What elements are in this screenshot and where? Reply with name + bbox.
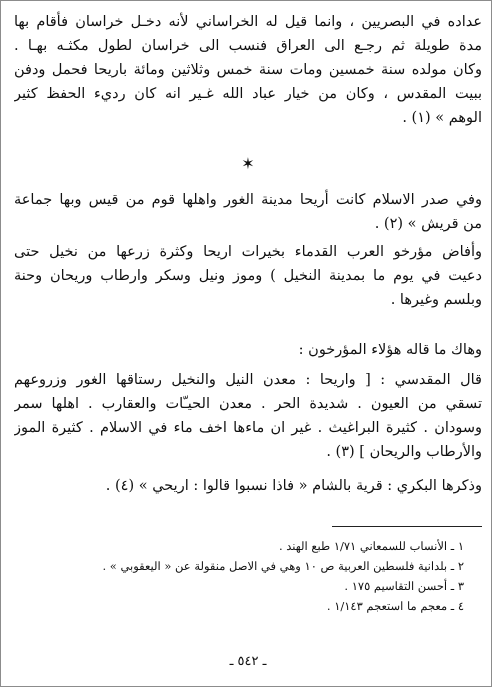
footnote: ٤ ـ معجم ما استعجم ١/١٤٣ . bbox=[326, 599, 464, 613]
footnote: ٢ ـ بلدانية فلسطين العربية ص ١٠ وهي في الاصل منقولة عن « اليعقوبي » . bbox=[102, 559, 464, 573]
text-line: وذكرها البكري : قرية بالشام « فاذا نسبوا قالوا : اريحي » (٤) . bbox=[105, 478, 482, 494]
text-line: وأفاض مؤرخو العرب القدماء بخيرات اريحا وكثرة زرعها من نخيل حتى bbox=[14, 244, 482, 260]
page-number: ـ ٥٤٢ ـ bbox=[229, 654, 267, 669]
footnote-divider bbox=[332, 526, 482, 527]
paragraph-4 bbox=[14, 338, 482, 362]
text-line: وكان مولده سنة خمسين ومات سنة خمس وثلاثين ومائة باريحا فحمل ودفن bbox=[14, 62, 482, 78]
text-line: تسقي من العيون . شديدة الحر . معدن الحيـّات والعقارب . اهلها سمر bbox=[14, 396, 482, 412]
footnote: ١ ـ الأنساب للسمعاني ١/٧١ طبع الهند . bbox=[278, 539, 464, 553]
text-line: قال المقدسي : [ واريحا : معدن النيل والنخيل رستاقها الغور وزروعهم bbox=[14, 372, 482, 388]
text-line: الوهم » (١) . bbox=[402, 110, 482, 126]
text-line: عداده في البصريين ، وانما قيل له الخراساني لأنه دخـل خراسان فأقام بها bbox=[14, 14, 482, 30]
text-line: ببيت المقدس ، وكان من خيار عباد الله غـير انه كان رديء الحفظ كثير bbox=[14, 86, 482, 102]
paragraph-6 bbox=[14, 474, 482, 498]
footnotes bbox=[14, 536, 482, 616]
text-line: والأرطاب والريحان ] (٣) . bbox=[326, 444, 482, 460]
text-line: دعيت في يوم ما بمدينة النخيل ) وموز ونيل وسكر وارطاب وريحان وحنة bbox=[14, 268, 482, 284]
text-line: وفي صدر الاسلام كانت أريحا مدينة الغور واهلها قوم من قيس وبها جماعة bbox=[14, 192, 482, 208]
paragraph-2 bbox=[14, 188, 482, 236]
paragraph-1 bbox=[14, 10, 482, 130]
paragraph-5 bbox=[14, 368, 482, 464]
text-line: وهاك ما قاله هؤلاء المؤرخون : bbox=[298, 342, 482, 358]
text-line: من قريش » (٢) . bbox=[374, 216, 482, 232]
footnote: ٣ ـ أحسن التقاسيم ١٧٥ . bbox=[344, 579, 464, 593]
text-line: وبلسم وغيرها . bbox=[390, 292, 482, 308]
text-line: مدة طويلة ثم رجـع الى العراق فنسب الى خراسان لطول مكثـه بهـا . bbox=[14, 38, 482, 54]
paragraph-3 bbox=[14, 240, 482, 312]
text-line: وسودان . كثيرة البراغيث . غير ان ماءها اخف ماء في الاسلام . كثيرة الموز bbox=[14, 420, 482, 436]
section-ornament: ✶ bbox=[241, 154, 255, 173]
